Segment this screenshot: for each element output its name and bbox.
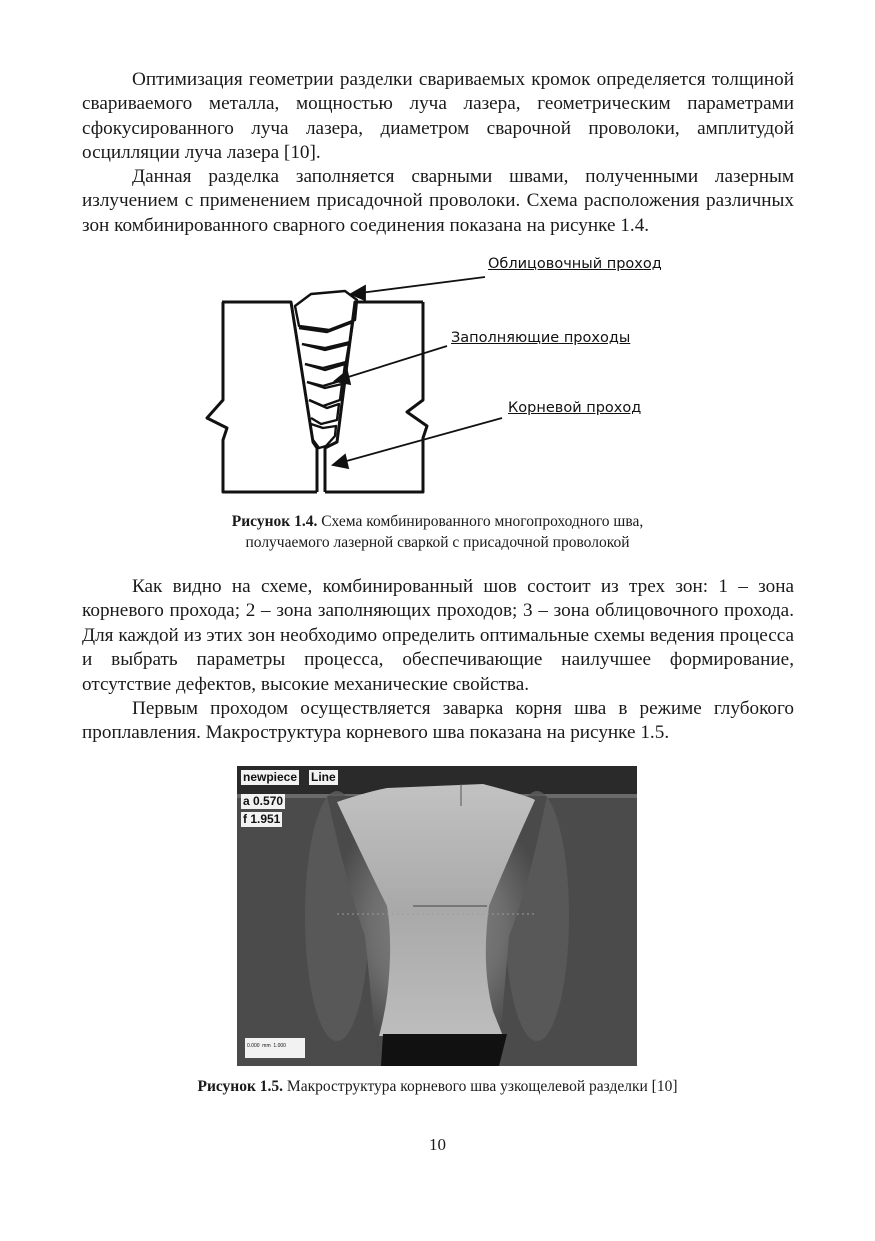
fill-pass-5 xyxy=(309,400,339,424)
overlay-value-a: a 0.570 xyxy=(243,794,284,808)
paragraph-3: Как видно на схеме, комбинированный шов состоит из трех зон: 1 – зона корневого прохода; 2 – зона заполняющих проходов; 3 – зона облицовочного прохода. Для каждой из этих зон необходимо определить оптимальные схемы ведения процесса и выбрать параметры процесса, обеспечивающие наилучшее формирование, отсутствие дефектов, высокие механические свойства. xyxy=(82,576,794,695)
paragraph-2: Данная разделка заполняется сварными швами, полученными лазерным излучением с применением присадочной проволоки. Схема расположения различных зон комбинированного сварного соединения показана на рисунке 1.4. xyxy=(82,166,794,236)
overlay-value-f: f 1.951 xyxy=(243,812,281,826)
arrowhead-root xyxy=(333,455,348,468)
overlay-tab-line: Line xyxy=(311,770,336,784)
figure-1-5-caption-number: Рисунок 1.5. xyxy=(197,1078,284,1095)
left-plate-outline xyxy=(222,302,317,492)
arrowhead-fill xyxy=(335,371,350,384)
label-cap-pass: Облицовочный проход xyxy=(488,256,662,272)
weld-scheme-diagram xyxy=(195,250,685,500)
figure-1-4-caption-number: Рисунок 1.4. xyxy=(231,513,318,530)
figure-1-4-caption-line1: Схема комбинированного многопроходного шва, xyxy=(321,513,644,530)
figure-1-4-caption-line2: получаемого лазерной сваркой с присадочной проволокой xyxy=(245,534,630,551)
label-root-pass: Корневой проход xyxy=(508,400,642,416)
scale-bar-label: 0.000 mm 1.000 xyxy=(247,1043,286,1049)
macrostructure-photo xyxy=(237,766,637,1066)
figure-1-4-caption xyxy=(0,511,875,553)
figure-1-5-caption-text: Макроструктура корневого шва узкощелевой разделки [10] xyxy=(286,1078,678,1095)
paragraph-4: Первым проходом осуществляется заварка корня шва в режиме глубокого проплавления. Макроструктура корневого шва показана на рисунке 1.5. xyxy=(82,698,794,744)
figure-1-5-caption xyxy=(0,1076,875,1097)
paragraph-1: Оптимизация геометрии разделки свариваемых кромок определяется толщиной свариваемого металла, мощностью луча лазера, геометрическим параметрами сфокусированного луча лазера, диаметром сварочной проволоки, амплитудой осцилляции луча лазера [10]. xyxy=(82,69,794,164)
left-plate-edge xyxy=(207,302,317,492)
label-fill-passes: Заполняющие проходы xyxy=(451,330,631,346)
overlay-tab-newpiece: newpiece xyxy=(243,770,298,784)
weld-scheme-svg xyxy=(195,250,685,500)
macrostructure-svg xyxy=(237,766,637,1066)
page-number: 10 xyxy=(429,1135,446,1154)
